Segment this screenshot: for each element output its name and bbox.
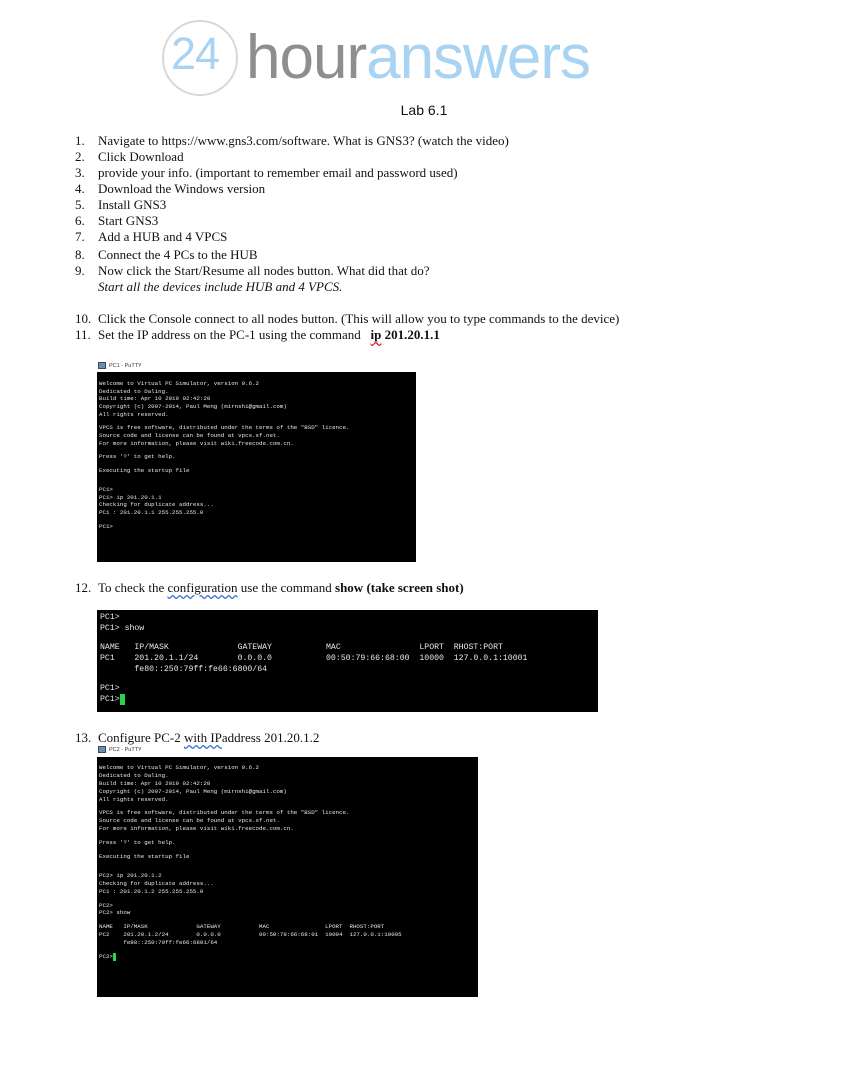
terminal-line bbox=[100, 675, 595, 683]
terminal-line: PC1> bbox=[99, 486, 113, 494]
terminal-line: Checking for duplicate address... bbox=[99, 879, 214, 887]
step-text: Configure PC-2 bbox=[98, 730, 181, 745]
terminal-line: All rights reserved. bbox=[99, 410, 169, 418]
ip-value: 201.20.1.1 bbox=[384, 327, 440, 342]
putty-title-text: PC1 - PuTTY bbox=[109, 362, 142, 369]
step-text: provide your info. (important to remember email and password used) bbox=[98, 165, 458, 180]
terminal-pc1-show bbox=[97, 610, 598, 712]
step-number: 13. bbox=[75, 730, 92, 745]
terminal-line: Build time: Apr 10 2019 02:42:20 bbox=[99, 779, 211, 787]
terminal-cursor bbox=[120, 694, 125, 705]
putty-window-title bbox=[98, 362, 142, 369]
terminal-pc1-ip bbox=[97, 372, 416, 562]
step-number: 2. bbox=[75, 149, 85, 164]
step-number: 12. bbox=[75, 580, 92, 595]
step-text: Set the IP address on the PC-1 using the command bbox=[98, 327, 361, 342]
terminal-line: PC1> show bbox=[100, 624, 145, 633]
terminal-line bbox=[99, 947, 476, 953]
terminal-line: PC1 : 201.20.1.2 255.255.255.0 bbox=[99, 887, 204, 895]
step-12 bbox=[75, 580, 464, 596]
logo-word-hour: hour bbox=[246, 23, 367, 92]
step-text: Download the Windows version bbox=[98, 181, 266, 196]
step-6 bbox=[75, 213, 158, 229]
terminal-line bbox=[100, 634, 595, 642]
putty-title-text: PC2 - PuTTY bbox=[109, 746, 142, 753]
terminal-line: Source code and license can be found at vpcs.sf.net. bbox=[99, 817, 280, 825]
step-4 bbox=[75, 181, 265, 197]
logo-number: 24 bbox=[171, 28, 220, 79]
spellcheck-word: with IP bbox=[183, 730, 222, 745]
terminal-line: Welcome to Virtual PC Simulator, version 0.6.2 bbox=[99, 764, 260, 771]
step-number: 4. bbox=[75, 181, 85, 196]
terminal-line: PC1> bbox=[100, 695, 120, 705]
step-text: Now click the Start/Resume all nodes button. What did that do? bbox=[98, 263, 430, 278]
step-text: Navigate to https://www.gns3.com/software. What is GNS3? (watch the video) bbox=[98, 133, 509, 148]
step-text: Add a HUB and 4 VPCS bbox=[98, 229, 228, 244]
terminal-line: PC2> bbox=[99, 952, 113, 960]
terminal-line: fe80::250:79ff:fe66:6801/64 bbox=[99, 938, 218, 946]
step-text-continued: use the command bbox=[240, 580, 332, 595]
step-13 bbox=[75, 730, 319, 746]
terminal-line: Source code and license can be found at vpcs.sf.net. bbox=[99, 432, 280, 440]
step-number: 6. bbox=[75, 213, 85, 228]
terminal-line: Dedicated to Daling. bbox=[99, 387, 169, 395]
terminal-cursor bbox=[113, 953, 116, 961]
terminal-line: PC2 201.20.1.2/24 0.0.0.0 00:50:79:66:68:01 10004 127.0.0.1:10005 bbox=[99, 931, 402, 939]
terminal-pc2 bbox=[97, 757, 478, 997]
terminal-line: fe80::250:79ff:fe66:6800/64 bbox=[100, 665, 268, 675]
spellcheck-word: configuration bbox=[167, 580, 238, 595]
step-text: To check the bbox=[98, 580, 165, 595]
terminal-line: Copyright (c) 2007-2014, Paul Meng (mirnshi@gmail.com) bbox=[99, 403, 287, 411]
logo-wordmark bbox=[246, 22, 590, 94]
step-text: Connect the 4 PCs to the HUB bbox=[98, 247, 258, 262]
terminal-line: Executing the startup file bbox=[99, 466, 190, 474]
terminal-line: PC1> bbox=[100, 613, 120, 622]
step9-answer: Start all the devices include HUB and 4 VPCS. bbox=[98, 279, 343, 294]
step-1 bbox=[75, 133, 509, 149]
terminal-line: Copyright (c) 2007-2014, Paul Meng (mirnshi@gmail.com) bbox=[99, 787, 287, 795]
terminal-line: Press '?' to get help. bbox=[99, 838, 176, 846]
step-7 bbox=[75, 229, 227, 245]
terminal-line: For more information, please visit wiki.freecode.com.cn. bbox=[99, 439, 294, 447]
putty-window-title bbox=[98, 746, 142, 753]
terminal-line: VPCS is free software, distributed under the terms of the "BSD" licence. bbox=[99, 809, 350, 817]
terminal-line: Press '?' to get help. bbox=[99, 453, 176, 461]
terminal-line: NAME IP/MASK GATEWAY MAC LPORT RHOST:PORT bbox=[100, 643, 503, 653]
step-number: 3. bbox=[75, 165, 85, 180]
putty-icon bbox=[98, 362, 106, 369]
command-ip: ip bbox=[370, 327, 382, 342]
step-2 bbox=[75, 149, 184, 165]
terminal-line: PC2> bbox=[99, 901, 113, 909]
step-8 bbox=[75, 247, 258, 263]
step-text: Click Download bbox=[98, 149, 184, 164]
step-number: 1. bbox=[75, 133, 85, 148]
terminal-line: PC1> bbox=[100, 684, 120, 694]
step-5 bbox=[75, 197, 166, 213]
terminal-line: VPCS is free software, distributed under the terms of the "BSD" licence. bbox=[99, 424, 350, 432]
step-10 bbox=[75, 311, 619, 327]
terminal-line: All rights reserved. bbox=[99, 795, 169, 803]
step-number: 8. bbox=[75, 247, 85, 262]
show-command: show (take screen shot) bbox=[335, 580, 464, 595]
terminal-line: For more information, please visit wiki.freecode.com.cn. bbox=[99, 825, 294, 833]
terminal-line: Dedicated to Daling. bbox=[99, 771, 169, 779]
terminal-line: PC1 : 201.20.1.1 255.255.255.0 bbox=[99, 509, 204, 517]
terminal-line: Build time: Apr 10 2019 02:42:20 bbox=[99, 395, 211, 403]
step-number: 5. bbox=[75, 197, 85, 212]
step-text-continued: address 201.20.1.2 bbox=[221, 730, 320, 745]
terminal-line: NAME IP/MASK GATEWAY MAC LPORT RHOST:PORT bbox=[99, 923, 385, 931]
step-number: 7. bbox=[75, 229, 85, 244]
step-number: 10. bbox=[75, 311, 92, 326]
step-text: Start GNS3 bbox=[98, 213, 159, 228]
step-text: Install GNS3 bbox=[98, 197, 167, 212]
putty-icon bbox=[98, 746, 106, 753]
step-number: 11. bbox=[75, 327, 91, 342]
terminal-line: PC2> ip 201.20.1.2 bbox=[99, 872, 162, 880]
step-text: Click the Console connect to all nodes button. (This will allow you to type commands to the device) bbox=[98, 311, 620, 326]
terminal-line: Checking for duplicate address... bbox=[99, 501, 214, 509]
step-11 bbox=[75, 327, 440, 343]
logo-word-answers: answers bbox=[366, 23, 590, 92]
terminal-line: PC1> ip 201.20.1.1 bbox=[99, 493, 162, 501]
step-9 bbox=[75, 263, 430, 279]
terminal-line: PC1 201.20.1.1/24 0.0.0.0 00:50:79:66:68:00 10000 127.0.0.1:10001 bbox=[100, 654, 528, 664]
terminal-line: PC2> show bbox=[99, 909, 131, 917]
terminal-line: PC1> bbox=[99, 522, 113, 530]
terminal-line: Executing the startup file bbox=[99, 852, 190, 860]
lab-title: Lab 6.1 bbox=[400, 102, 448, 118]
step-3 bbox=[75, 165, 458, 181]
terminal-line: Welcome to Virtual PC Simulator, version 0.6.2 bbox=[99, 380, 260, 387]
step-number: 9. bbox=[75, 263, 85, 278]
